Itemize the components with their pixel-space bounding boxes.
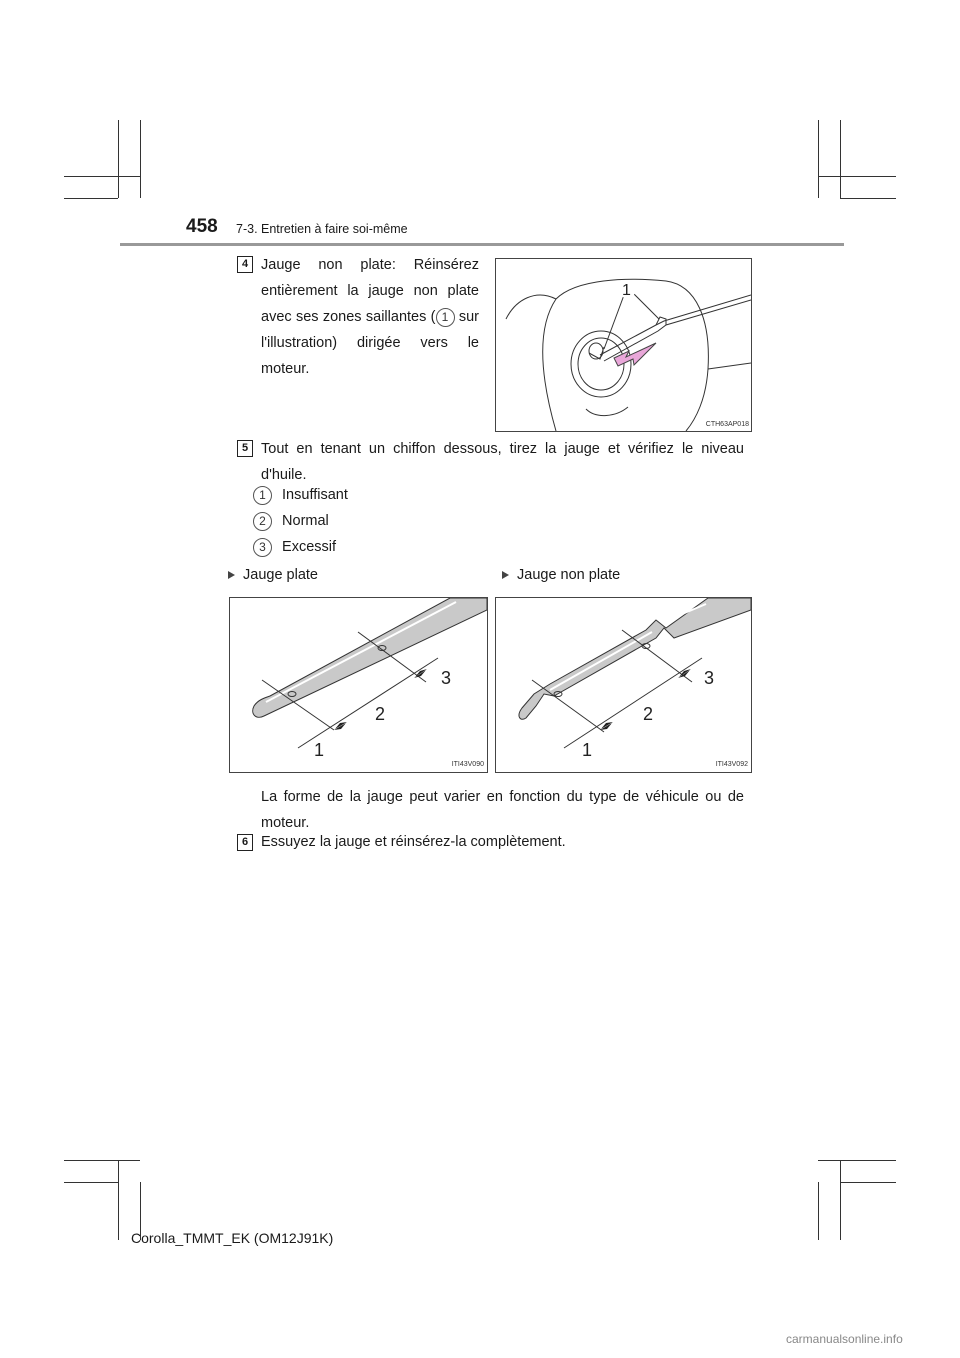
- figure-callout-2: 2: [375, 704, 386, 724]
- figure-title-text: Jauge non plate: [517, 567, 621, 583]
- nonflat-dipstick-illustration: [496, 598, 751, 772]
- figure-callout-1: 1: [622, 282, 631, 299]
- crop-mark: [64, 198, 118, 199]
- figure-title-flat: [228, 562, 318, 588]
- figure-callout-2: 2: [643, 704, 654, 724]
- crop-mark: [840, 120, 841, 198]
- crop-mark: [818, 120, 819, 198]
- flat-dipstick-illustration: [230, 598, 487, 772]
- crop-mark: [64, 176, 140, 177]
- figure-dipstick-insertion: [495, 258, 752, 432]
- header-divider: [120, 243, 844, 246]
- figure-code: ITI43V092: [715, 761, 748, 768]
- engine-dipstick-illustration: [496, 259, 751, 431]
- figure-title-nonflat: [502, 562, 620, 588]
- crop-mark: [118, 1160, 119, 1240]
- crop-mark: [64, 1160, 140, 1161]
- crop-mark: [818, 1160, 896, 1161]
- figure-code: CTH63AP018: [705, 421, 749, 428]
- level-callout-2: 2: [253, 512, 272, 531]
- document-footer: Corolla_TMMT_EK (OM12J91K): [131, 1230, 334, 1246]
- step-5-marker: 5: [237, 440, 253, 457]
- figure-code: ITI43V090: [451, 761, 484, 768]
- step-4-text-end: sur l'illustration) dirigée vers le moteur.: [261, 309, 479, 377]
- figure-callout-3: 3: [441, 668, 452, 688]
- figure-callout-1: 1: [314, 740, 325, 760]
- crop-mark: [818, 176, 896, 177]
- level-label: Excessif: [282, 539, 337, 555]
- figure-flat-dipstick: [229, 597, 488, 773]
- level-label: Insuffisant: [282, 487, 348, 503]
- level-item-insuffisant: [253, 482, 348, 508]
- crop-mark: [840, 198, 896, 199]
- level-callout-3: 3: [253, 538, 272, 557]
- crop-mark: [818, 1182, 819, 1240]
- callout-1: 1: [436, 308, 455, 327]
- crop-mark: [840, 1160, 841, 1240]
- figure-title-text: Jauge plate: [243, 567, 318, 583]
- triangle-bullet-icon: [228, 571, 235, 579]
- step-4-text: [261, 252, 479, 382]
- figure-nonflat-dipstick: [495, 597, 752, 773]
- step-6-marker: 6: [237, 834, 253, 851]
- watermark: carmanualsonline.info: [786, 1332, 903, 1346]
- crop-mark: [118, 120, 119, 198]
- crop-mark: [840, 1182, 896, 1183]
- arrow-icon: [614, 343, 656, 366]
- figure-callout-3: 3: [704, 668, 715, 688]
- crop-mark: [140, 120, 141, 198]
- step-4-marker: 4: [237, 256, 253, 273]
- level-label: Normal: [282, 513, 329, 529]
- step-6-text: Essuyez la jauge et réinsérez-la complètement.: [261, 834, 566, 850]
- level-item-normal: [253, 508, 329, 534]
- level-item-excessif: [253, 534, 336, 560]
- triangle-bullet-icon: [502, 571, 509, 579]
- section-title: 7-3. Entretien à faire soi-même: [236, 222, 408, 236]
- step-5-text: Tout en tenant un chiffon dessous, tirez la jauge et vérifiez le niveau d'huile.: [261, 441, 744, 483]
- crop-mark: [64, 1182, 118, 1183]
- shape-variation-note: La forme de la jauge peut varier en fonction du type de véhicule ou de moteur.: [261, 789, 744, 831]
- step-4-text-start: Jauge non plate: Réinsérez entièrement la jauge non plate avec ses zones saillantes (: [261, 257, 479, 325]
- level-callout-1: 1: [253, 486, 272, 505]
- page-number: 458: [186, 216, 218, 237]
- figure-callout-1: 1: [582, 740, 593, 760]
